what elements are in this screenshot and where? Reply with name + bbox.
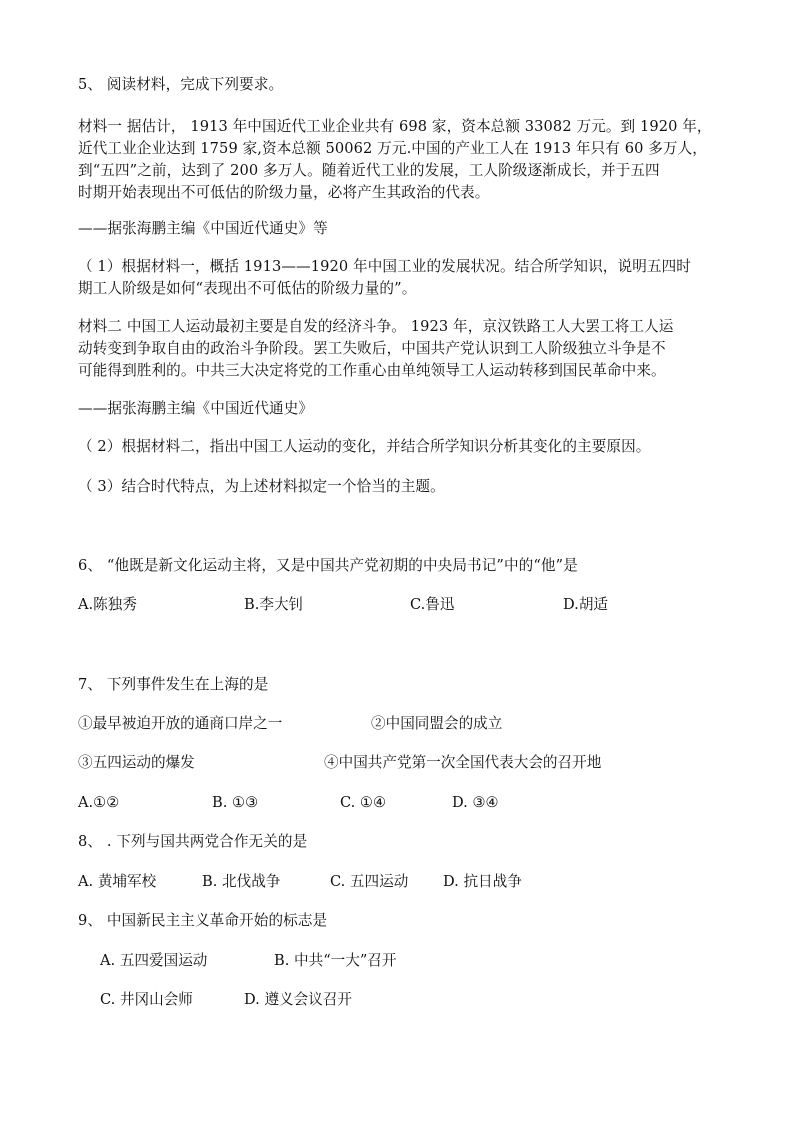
q5-subquestion-1: 期工人阶级是如何“表现出不可低估的阶级力量的”。 (78, 280, 417, 297)
q5-material2-source: ——据张海鹏主编《中国近代通史》 (78, 400, 314, 417)
q9-option-b: B. 中共“一大”召开 (274, 952, 397, 969)
q8-option-b: B. 北伐战争 (202, 873, 281, 890)
q7-item-2: ②中国同盟会的成立 (371, 715, 503, 732)
q5-material1-line: 到“五四”之前，达到了 200 多万人。随着近代工业的发展，工人阶级逐渐成长，并于五四 (78, 162, 660, 179)
q6-option-c: C.鲁迅 (410, 596, 455, 613)
q5-material1-line: 近代工业企业达到 1759 家,资本总额 50062 万元.中国的产业工人在 1913 年只有 60 多万人， (78, 140, 707, 157)
q5-material2-line: 材料二 中国工人运动最初主要是自发的经济斗争。 1923 年，京汉铁路工人大罢工将工人运 (78, 318, 674, 335)
q6-prompt: 6、 “他既是新文化运动主将，又是中国共产党初期的中央局书记”中的“他”是 (78, 557, 578, 574)
q5-subquestion-3: （ 3）结合时代特点，为上述材料拟定一个恰当的主题。 (78, 478, 445, 495)
q7-item-3: ③五四运动的爆发 (78, 754, 195, 771)
q5-subquestion-1: （ 1）根据材料一，概括 1913——1920 年中国工业的发展状况。结合所学知识，说明五四时 (78, 258, 691, 275)
q5-subquestion-2: （ 2）根据材料二，指出中国工人运动的变化，并结合所学知识分析其变化的主要原因。 (78, 438, 651, 455)
q9-prompt: 9、 中国新民主主义革命开始的标志是 (78, 912, 328, 929)
q6-option-d: D.胡适 (563, 596, 609, 613)
q7-item-1: ①最早被迫开放的通商口岸之一 (78, 715, 283, 732)
q9-option-c: C. 井冈山会师 (100, 991, 193, 1008)
q5-material2-line: 可能得到胜利的。中共三大决定将党的工作重心由单纯领导工人运动转移到国民革命中来。 (78, 362, 666, 379)
q5-material1-line: 材料一 据估计， 1913 年中国近代工业企业共有 698 家，资本总额 33082 万元。到 1920 年， (78, 118, 712, 135)
q7-option-a: A.①② (78, 794, 120, 811)
q8-option-c: C. 五四运动 (330, 873, 409, 890)
q5-material1-line: 时期开始表现出不可低估的阶级力量，必将产生其政治的代表。 (78, 184, 490, 201)
q9-option-a: A. 五四爱国运动 (100, 952, 208, 969)
q5-material1-source: ——据张海鹏主编《中国近代通史》等 (78, 220, 328, 237)
q7-option-d: D. ③④ (452, 794, 499, 811)
q7-item-4: ④中国共产党第一次全国代表大会的召开地 (324, 754, 602, 771)
q7-prompt: 7、 下列事件发生在上海的是 (78, 676, 269, 693)
q6-option-a: A.陈独秀 (78, 596, 137, 613)
q7-option-c: C. ①④ (340, 794, 387, 811)
q5-prompt: 5、 阅读材料，完成下列要求。 (78, 76, 284, 93)
q8-option-a: A. 黄埔军校 (78, 873, 157, 890)
q9-option-d: D. 遵义会议召开 (244, 991, 353, 1008)
q8-option-d: D. 抗日战争 (443, 873, 522, 890)
q8-prompt: 8、 . 下列与国共两党合作无关的是 (78, 833, 308, 850)
q5-material2-line: 动转变到争取自由的政治斗争阶段。罢工失败后，中国共产党认识到工人阶级独立斗争是不 (78, 340, 666, 357)
q6-option-b: B.李大钊 (244, 596, 304, 613)
q7-option-b: B. ①③ (212, 794, 259, 811)
